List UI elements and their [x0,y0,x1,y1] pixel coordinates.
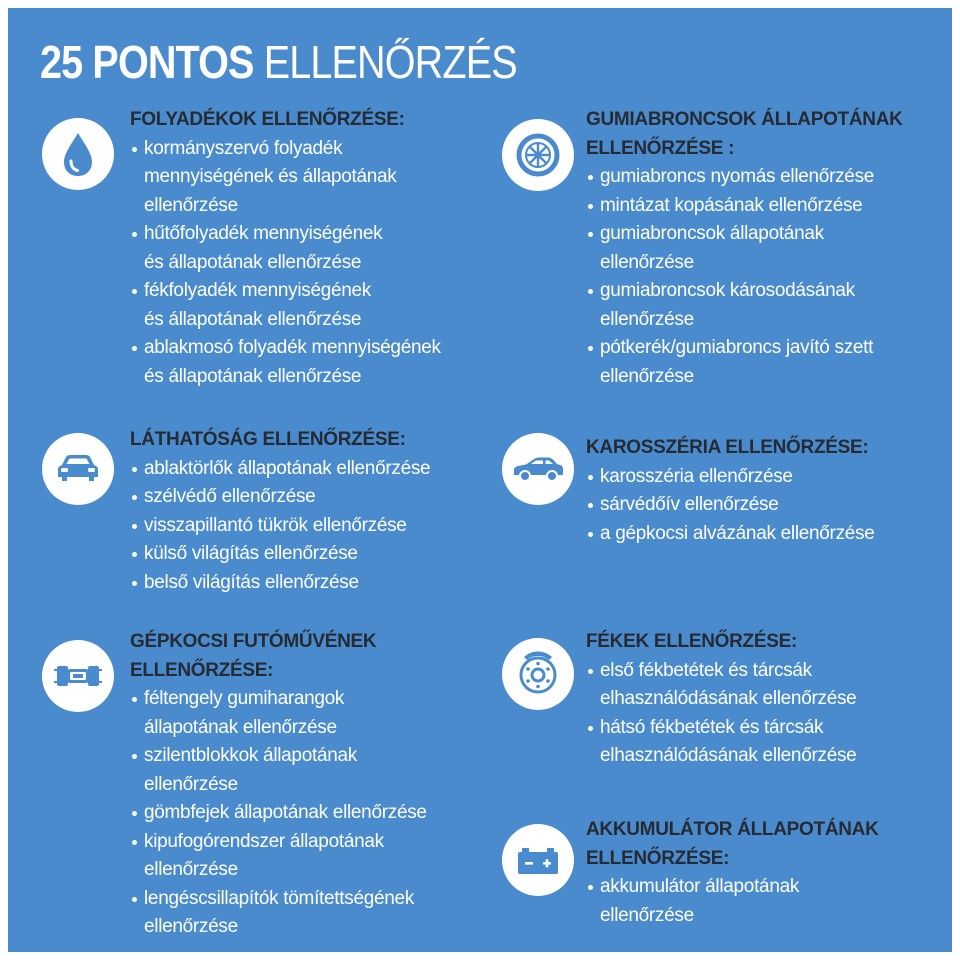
section-heading [586,628,856,657]
section-heading [586,816,879,873]
heading-line: ELLENŐRZÉSE : [586,137,735,159]
heading-line: FÉKEK ELLENŐRZÉSE: [586,631,798,652]
item-line: pótkerék/gumiabroncs javító szett [600,337,874,358]
checklist-item [586,163,903,192]
item-line: hátsó fékbetétek és tárcsák [600,716,824,738]
item-line: kipufogórendszer állapotának [144,830,384,852]
checklist [586,873,879,930]
chassis-icon [42,640,114,712]
checklist-item [130,885,427,942]
item-line: ellenőrzése [144,194,238,216]
item-line: elhasználódásának ellenőrzése [600,745,857,766]
item-line: féltengely gumiharangok [144,688,345,709]
item-line: ellenőrzése [600,904,694,926]
item-line: szélvédő ellenőrzése [144,486,316,507]
heading-line: GUMIABRONCSOK ÁLLAPOTÁNAK [586,109,903,130]
section-battery [586,816,879,930]
item-line: sárvédőív ellenőrzése [600,494,779,515]
section-chassis [130,628,427,942]
section-heading [130,628,427,685]
checklist-item [130,334,441,391]
checklist-item [586,714,856,771]
heading-line: LÁTHATÓSÁG ELLENŐRZÉSE: [130,429,406,450]
section-visibility [130,426,430,597]
checklist [586,463,875,549]
checklist-item [586,873,879,930]
item-line: állapotának ellenőrzése [144,716,337,738]
item-line: mennyiségének és állapotának [144,166,397,187]
item-line: ellenőrzése [600,251,694,273]
item-line: ellenőrzése [600,308,694,330]
item-line: első fékbetétek és tárcsák [600,659,812,681]
car-side-icon [502,433,574,505]
checklist-item [130,742,427,799]
item-line: elhasználódásának ellenőrzése [600,688,857,709]
car-front-icon [42,433,114,505]
heading-line: FOLYADÉKOK ELLENŐRZÉSE: [130,109,405,130]
item-line: visszapillantó tükrök ellenőrzése [144,514,407,536]
section-heading [586,434,875,463]
section-brakes [586,628,856,771]
checklist [130,135,441,392]
checklist-item [130,828,427,885]
item-line: külső világítás ellenőrzése [144,543,358,564]
item-line: belső világítás ellenőrzése [144,571,359,593]
checklist-item [130,277,441,334]
infographic-panel [8,8,952,952]
checklist-item [130,512,430,541]
heading-line: GÉPKOCSI FUTÓMŰVÉNEK [130,631,377,652]
item-line: gumiabroncsok károsodásának [600,280,855,301]
checklist-item [130,799,427,828]
checklist-item [586,463,875,492]
item-line: ellenőrzése [600,365,694,387]
checklist-item [130,540,430,569]
checklist-item [586,657,856,714]
heading-line: ELLENŐRZÉSE: [586,847,730,869]
checklist-item [130,455,430,484]
item-line: hűtőfolyadék mennyiségének [144,223,383,244]
item-line: fékfolyadék mennyiségének [144,280,371,301]
item-line: ellenőrzése [144,773,238,795]
item-line: gömbfejek állapotának ellenőrzése [144,802,427,823]
item-line: ellenőrzése [144,916,238,937]
item-line: gumiabroncsok állapotának [600,223,824,244]
section-heading [130,426,430,455]
item-line: akkumulátor állapotának [600,876,800,897]
checklist-item [130,685,427,742]
section-heading [586,106,903,163]
checklist-item [130,483,430,512]
checklist-item [586,520,875,549]
tire-icon [502,119,574,191]
checklist [586,163,903,391]
item-line: karosszéria ellenőrzése [600,465,793,487]
item-line: és állapotának ellenőrzése [144,251,362,273]
checklist-item [586,220,903,277]
item-line: kormányszervó folyadék [144,137,343,159]
section-fluids [130,106,441,391]
checklist [130,685,427,942]
item-line: ablaktörlők állapotának ellenőrzése [144,457,431,479]
checklist [130,455,430,598]
battery-icon [502,824,574,896]
item-line: ablakmosó folyadék mennyiségének [144,337,441,358]
section-heading [130,106,441,135]
checklist-item [586,277,903,334]
checklist [586,657,856,771]
checklist-item [586,491,875,520]
heading-line: ELLENŐRZÉSE: [130,659,274,681]
checklist-item [586,192,903,221]
checklist-item [130,220,441,277]
brake-disc-icon [502,638,574,710]
item-line: a gépkocsi alvázának ellenőrzése [600,522,875,544]
item-line: és állapotának ellenőrzése [144,365,362,387]
checklist-item [130,569,430,598]
title-light: ELLENŐRZÉS [263,36,517,88]
section-body [586,434,875,548]
item-line: mintázat kopásának ellenőrzése [600,194,863,216]
heading-line: KAROSSZÉRIA ELLENŐRZÉSE: [586,437,869,458]
checklist-item [130,135,441,221]
water-drop-icon [42,118,114,190]
item-line: gumiabroncs nyomás ellenőrzése [600,166,875,187]
item-line: lengéscsillapítók tömítettségének [144,887,414,909]
section-tyres [586,106,903,391]
heading-line: AKKUMULÁTOR ÁLLAPOTÁNAK [586,819,879,840]
page-title [40,34,517,90]
item-line: szilentblokkok állapotának [144,745,357,766]
item-line: ellenőrzése [144,859,238,880]
checklist-item [586,334,903,391]
title-bold: 25 PONTOS [40,36,254,88]
item-line: és állapotának ellenőrzése [144,308,362,330]
